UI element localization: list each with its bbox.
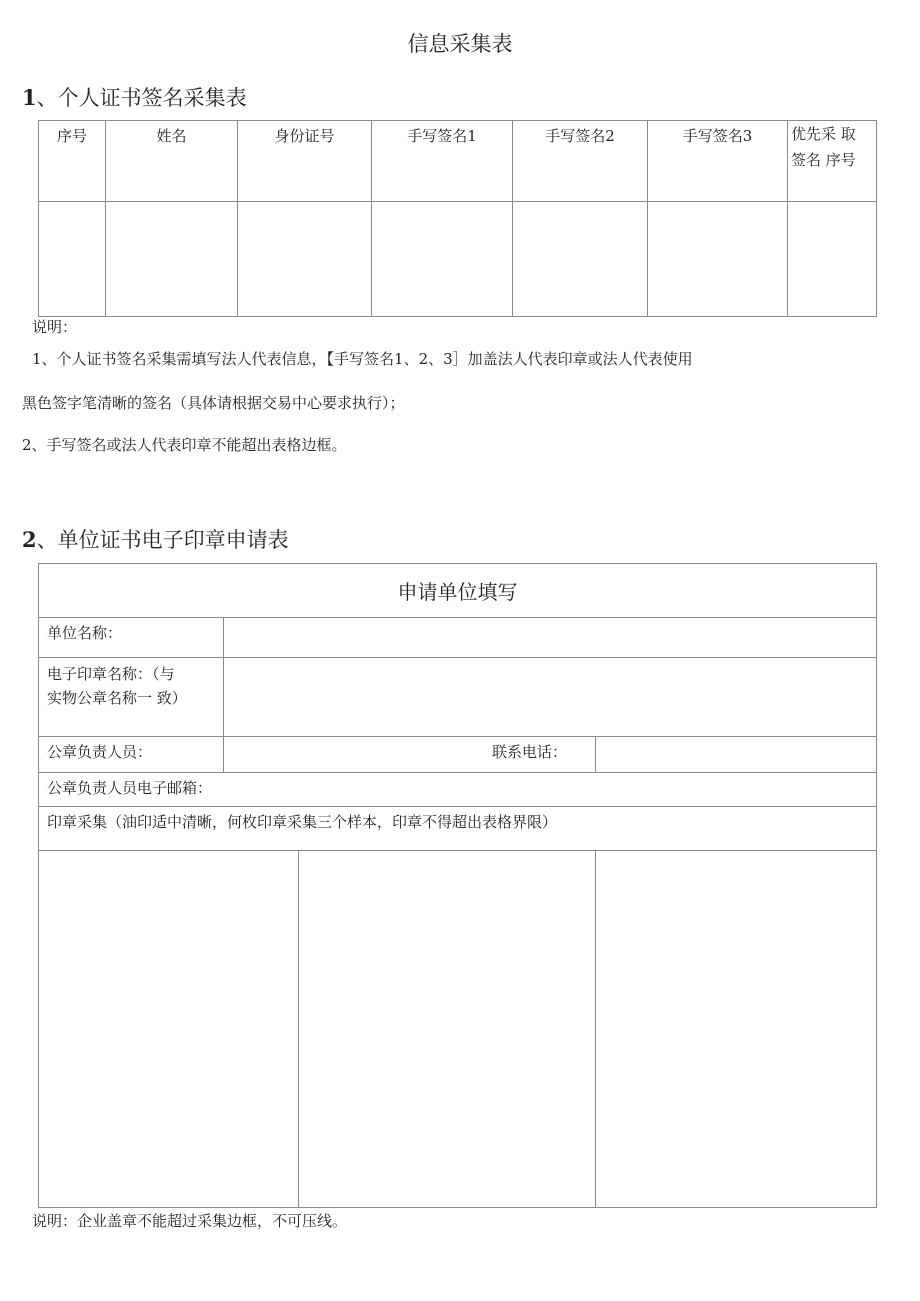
signature-3-cell[interactable] bbox=[648, 202, 788, 317]
unit-name-field[interactable] bbox=[224, 618, 877, 658]
unit-name-label: 单位名称： bbox=[39, 618, 224, 658]
person-row bbox=[39, 737, 877, 773]
section-1-note-label: 说明： bbox=[32, 318, 78, 336]
section-2-note: 说明：企业盖章不能超过采集边框，不可压线。 bbox=[32, 1212, 348, 1230]
section-1-heading bbox=[22, 82, 247, 112]
seal-sample-2[interactable] bbox=[299, 851, 596, 1208]
phone-field[interactable] bbox=[596, 737, 877, 773]
header-signature-2: 手写签名2 bbox=[513, 121, 648, 202]
seal-name-label-line-2: 实物公章名称一 致） bbox=[47, 689, 187, 707]
section-2-number: 2 bbox=[22, 527, 37, 552]
header-priority-signature bbox=[788, 121, 877, 202]
seal-sample-row bbox=[39, 851, 877, 1208]
signature-table-entry-row bbox=[39, 202, 877, 317]
section-2-heading bbox=[22, 524, 289, 554]
seal-name-field[interactable] bbox=[224, 658, 877, 737]
signature-table-header-row bbox=[39, 121, 877, 202]
priority-header-line-1: 优先采 取 bbox=[791, 125, 856, 143]
header-signature-1: 手写签名1 bbox=[372, 121, 513, 202]
phone-label: 联系电话： bbox=[224, 737, 596, 773]
seal-collect-label: 印章采集（油印适中清晰，何枚印章采集三个样本，印章不得超出表格界限） bbox=[39, 807, 877, 851]
priority-header-line-2: 签名 序号 bbox=[791, 151, 856, 169]
apply-unit-title: 申请单位填写 bbox=[39, 564, 877, 618]
collect-row bbox=[39, 807, 877, 851]
section-1-note-1a: 1、个人证书签名采集需填写法人代表信息，【手写签名1、2、3］加盖法人代表印章或法人代表使用 bbox=[32, 350, 693, 368]
id-number-cell[interactable] bbox=[238, 202, 372, 317]
seal-sample-1[interactable] bbox=[39, 851, 299, 1208]
priority-cell[interactable] bbox=[788, 202, 877, 317]
section-2-title: 、单位证书电子印章申请表 bbox=[36, 528, 289, 552]
signature-collection-table bbox=[38, 120, 877, 317]
section-1-note-1b: 黑色签字笔清晰的签名（具体请根据交易中心要求执行）； bbox=[22, 394, 405, 412]
seal-sample-3[interactable] bbox=[596, 851, 877, 1208]
seal-application-table bbox=[38, 563, 877, 1208]
signature-1-cell[interactable] bbox=[372, 202, 513, 317]
header-serial-no: 序号 bbox=[39, 121, 106, 202]
header-name: 姓名 bbox=[106, 121, 238, 202]
person-label: 公章负责人员： bbox=[39, 737, 224, 773]
document-title: 信息采集表 bbox=[407, 32, 513, 56]
apply-title-row bbox=[39, 564, 877, 618]
signature-2-cell[interactable] bbox=[513, 202, 648, 317]
unit-name-row bbox=[39, 618, 877, 658]
seal-name-label-line-1: 电子印章名称：（与 bbox=[47, 665, 175, 683]
section-1-note-2: 2、手写签名或法人代表印章不能超出表格边框。 bbox=[22, 436, 347, 454]
seal-name-row bbox=[39, 658, 877, 737]
section-1-title: 、个人证书签名采集表 bbox=[36, 86, 247, 110]
email-row bbox=[39, 773, 877, 807]
header-id-number: 身份证号 bbox=[238, 121, 372, 202]
header-signature-3: 手写签名3 bbox=[648, 121, 788, 202]
email-label: 公章负责人员电子邮箱： bbox=[39, 773, 877, 807]
name-cell[interactable] bbox=[106, 202, 238, 317]
section-1-number: 1 bbox=[22, 85, 37, 110]
seal-name-label bbox=[39, 658, 224, 737]
serial-no-cell[interactable] bbox=[39, 202, 106, 317]
